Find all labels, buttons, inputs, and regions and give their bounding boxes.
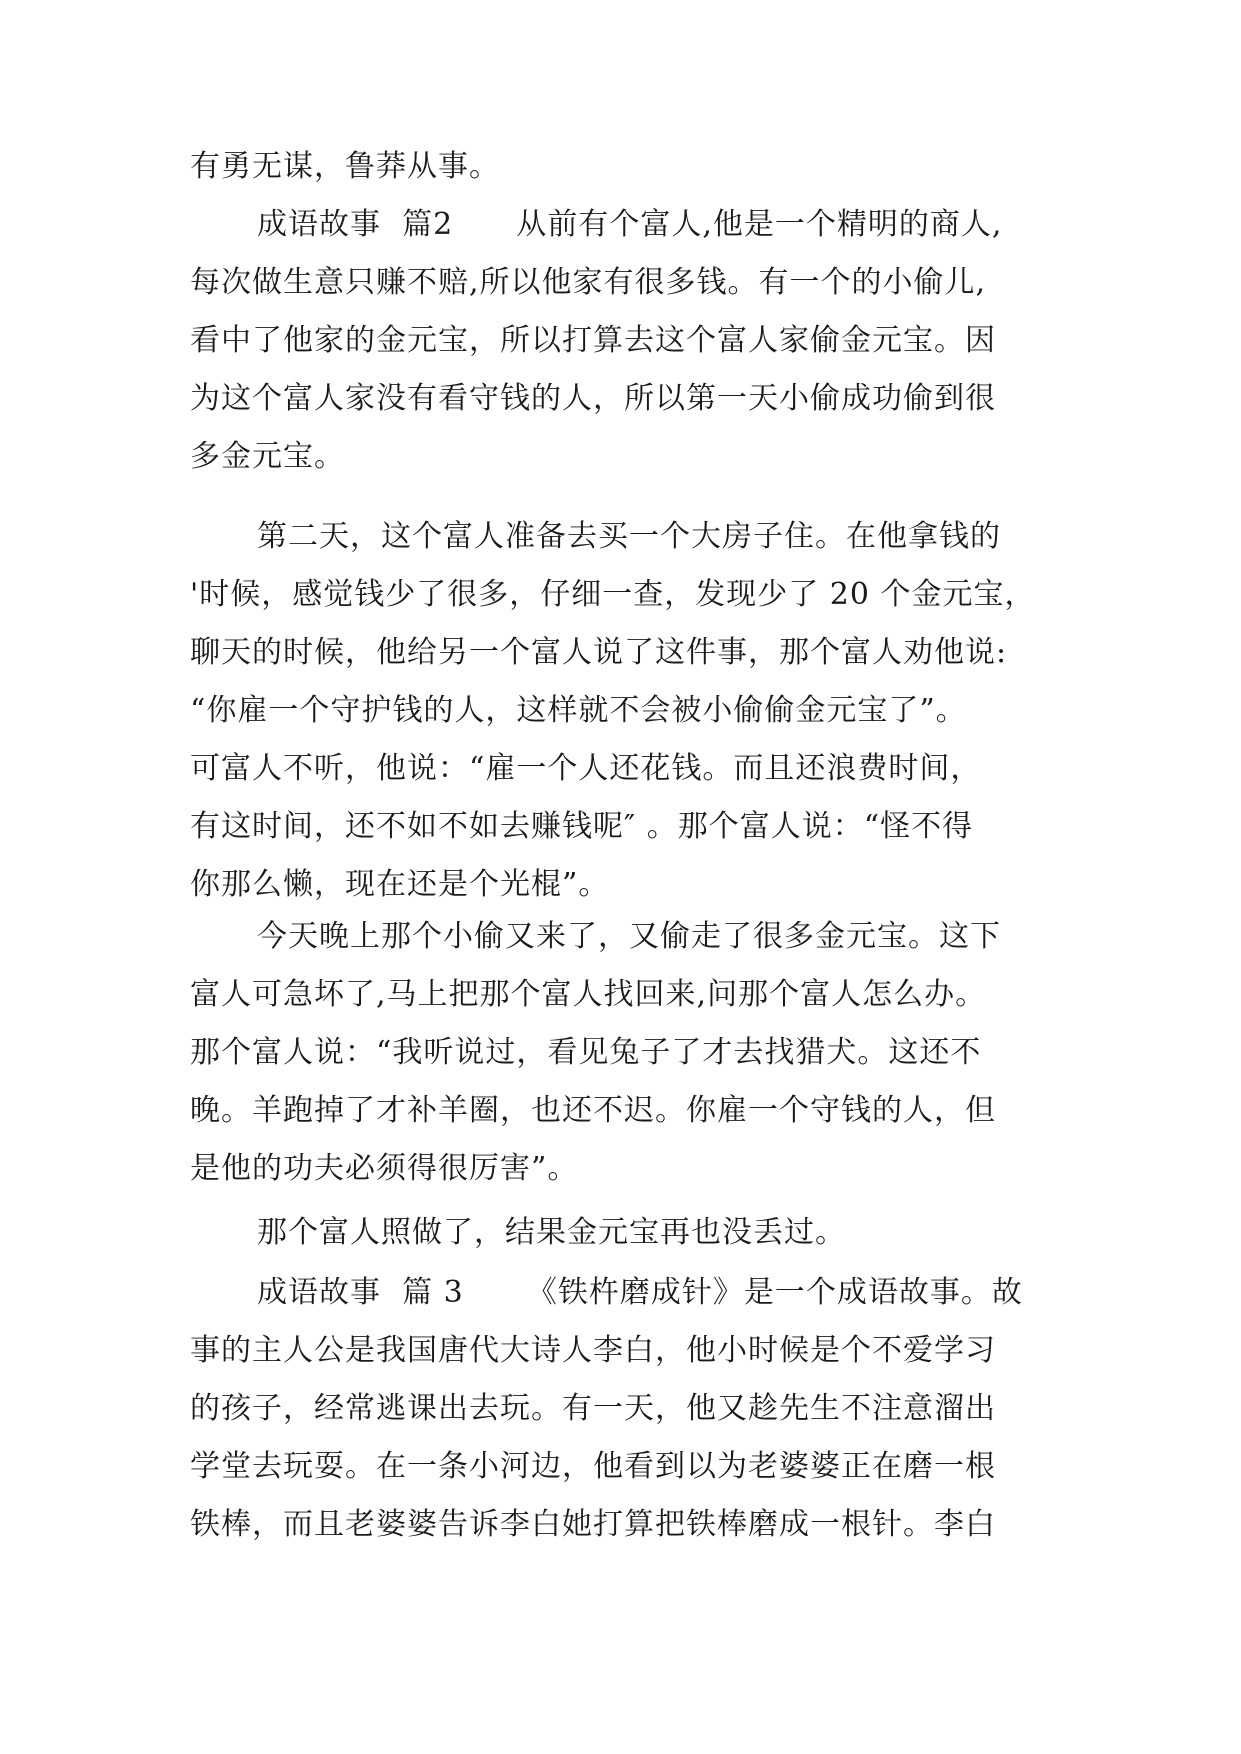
text-line: 看中了他家的金元宝，所以打算去这个富人家偷金元宝。因 xyxy=(190,323,996,358)
text-line: 事的主人公是我国唐代大诗人李白，他小时候是个不爱学习 xyxy=(190,1333,996,1368)
text-line: 第二天，这个富人准备去买一个大房子住。在他拿钱的 xyxy=(257,519,1001,554)
text-line: 聊天的时候，他给另一个富人说了这件事，那个富人劝他说: xyxy=(190,635,1008,670)
text-line: 那个富人照做了，结果金元宝再也没丢过。 xyxy=(257,1215,846,1250)
text-line: 铁棒，而且老婆婆告诉李白她打算把铁棒磨成一根针。李白 xyxy=(190,1507,996,1542)
text-line: “你雇一个守护钱的人，这样就不会被小偷偷金元宝了”。 xyxy=(190,693,967,728)
text-line: 富人可急坏了,马上把那个富人找回来,问那个富人怎么办。 xyxy=(190,977,987,1012)
text-line: 可富人不听，他说：“雇一个人还花钱。而且还浪费时间， xyxy=(190,751,982,786)
text-line: 有这时间，还不如不如去赚钱呢″ 。那个富人说：“怪不得 xyxy=(190,809,974,844)
text-line: 晚。羊跑掉了才补羊圈，也还不迟。你雇一个守钱的人，但 xyxy=(190,1093,996,1128)
text-line: 你那么懒，现在还是个光棍”。 xyxy=(190,867,610,902)
text-line: 那个富人说：“我听说过，看见兔子了才去找猎犬。这还不 xyxy=(190,1035,982,1070)
text-line: 的孩子，经常逃课出去玩。有一天，他又趁先生不注意溜出 xyxy=(190,1391,996,1426)
text-line: 今天晚上那个小偷又来了，又偷走了很多金元宝。这下 xyxy=(257,919,1001,954)
text-line: 有勇无谋，鲁莽从事。 xyxy=(190,149,500,184)
text-line: 每次做生意只赚不赔,所以他家有很多钱。有一个的小偷儿, xyxy=(190,265,987,300)
text-line: 是他的功夫必须得很厉害”。 xyxy=(190,1151,579,1186)
text-line: 学堂去玩耍。在一条小河边，他看到以为老婆婆正在磨一根 xyxy=(190,1449,996,1484)
text-line: 为这个富人家没有看守钱的人，所以第一天小偷成功偷到很 xyxy=(190,381,996,416)
text-line: 成语故事 篇2 从前有个富人,他是一个精明的商人, xyxy=(257,207,1003,242)
text-line: 多金元宝。 xyxy=(190,439,345,474)
text-line: '时候，感觉钱少了很多，仔细一查，发现少了 20 个金元宝， xyxy=(190,577,1036,612)
text-line: 成语故事 篇 3 《铁杵磨成针》是一个成语故事。故 xyxy=(257,1275,1023,1310)
